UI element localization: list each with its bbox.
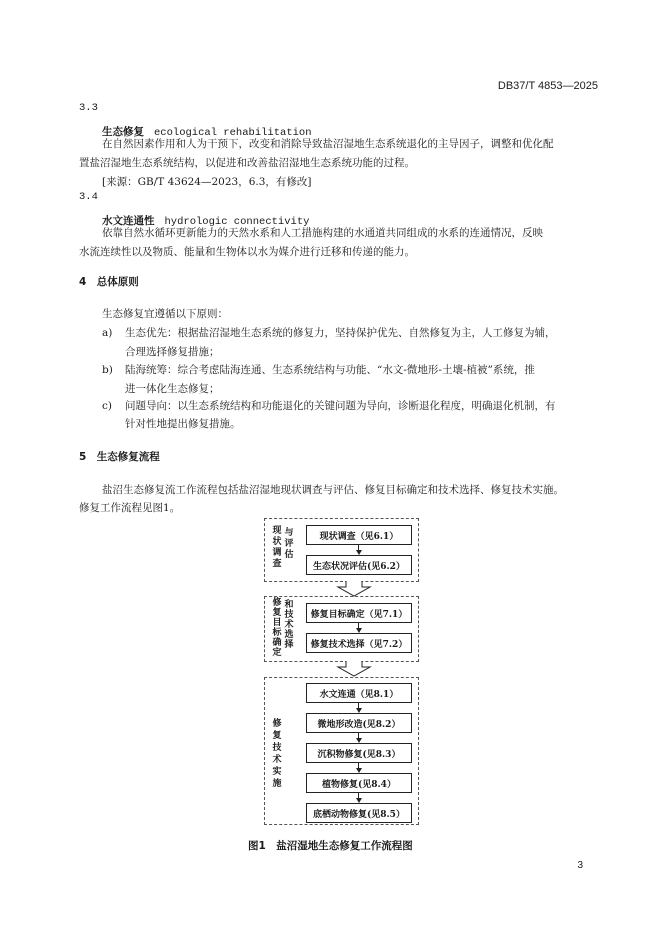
flow-step-benthic: 底栖动物修复(见8.5）: [306, 803, 412, 823]
flow-transition-arrow-1: [334, 581, 374, 597]
flow-step-goal-setting: 修复目标确定（见7.1）: [306, 603, 412, 623]
sec-3-3-term-cn: 生态修复: [102, 126, 144, 138]
sec-3-4-term-en: hydrologic connectivity: [164, 216, 310, 228]
sec-3-3-term-en: ecological rehabilitation: [154, 127, 312, 139]
sec-3-3-source: [来源：GB/T 43624—2023，6.3，有修改]: [102, 176, 312, 188]
flow-step-eco-assessment: 生态状况评估(见6.2）: [306, 555, 412, 575]
principle-c-line1: 问题导向：以生态系统结构和功能退化的关键问题为导向，诊断退化程度，明确退化机制，有: [125, 400, 556, 412]
flow-group-target-label-b: 和技术选择: [284, 600, 294, 650]
flow-group-target-label-a: 修复目标确定: [272, 598, 282, 658]
sec-4-heading: 4 总体原则: [79, 276, 139, 288]
flow-step-status-survey: 现状调查（见6.1）: [306, 525, 412, 545]
principle-a-line2: 合理选择修复措施；: [125, 346, 220, 358]
figure-caption: 图1 盐沼湿地生态修复工作流程图: [248, 840, 413, 852]
doc-code: DB37/T 4853—2025: [497, 80, 598, 92]
flow-step-hydro-connect: 水文连通（见8.1）: [306, 683, 412, 703]
sec-5-paragraph-line2: 修复工作流程见图1。: [79, 502, 181, 514]
principle-b-line2: 进一体化生态修复；: [125, 383, 220, 395]
sec-3-3-number: 3.3: [79, 102, 98, 114]
principle-c-label: c): [102, 400, 112, 412]
sec-3-4-definition-line2: 水流连续性以及物质、能量和生物体以水为媒介进行迁移和传递的能力。: [79, 246, 415, 258]
principle-b-label: b): [102, 364, 113, 376]
sec-3-4-number: 3.4: [79, 191, 98, 203]
principle-b-line1: 陆海统筹：综合考虑陆海连通、生态系统结构与功能、“水文-微地形-土壤-植被”系统，推: [125, 364, 535, 376]
flow-group-survey-label-a: 现状调查: [272, 526, 282, 569]
sec-3-4-definition-line1: 依靠自然水循环更新能力的天然水系和人工措施构建的水通道共同组成的水系的连通情况，反映: [102, 227, 543, 239]
flow-step-vegetation: 植物修复(见8.4）: [306, 773, 412, 793]
sec-3-3-definition-line1: 在自然因素作用和人为干预下，改变和消除导致盐沼湿地生态系统退化的主导因子，调整和优化配: [102, 138, 554, 150]
page-number: 3: [577, 860, 583, 871]
sec-3-4-term-cn: 水文连通性: [102, 215, 155, 227]
flow-group-survey-label-b: 与评估: [284, 528, 294, 560]
sec-4-intro: 生态修复宜遵循以下原则：: [102, 308, 228, 320]
flow-step-tech-selection: 修复技术选择（见7.2）: [306, 633, 412, 653]
sec-3-3-definition-line2: 置盐沼湿地生态系统结构，以促进和改善盐沼湿地生态系统功能的过程。: [79, 157, 415, 169]
sec-5-paragraph-line1: 盐沼生态修复流工作流程包括盐沼湿地现状调查与评估、修复目标确定和技术选择、修复技术实施。: [102, 484, 564, 496]
flow-step-microtopography: 微地形改造(见8.2）: [306, 713, 412, 733]
sec-5-heading: 5 生态修复流程: [79, 451, 160, 463]
principle-c-line2: 针对性地提出修复措施。: [125, 418, 241, 430]
flow-transition-arrow-2: [334, 661, 374, 677]
principle-a-line1: 生态优先：根据盐沼湿地生态系统的修复力，坚持保护优先、自然修复为主，人工修复为辅，: [125, 327, 556, 339]
flow-group-implementation-label: 修复技术实施: [272, 719, 282, 789]
flow-step-sediment: 沉积物修复(见8.3）: [306, 743, 412, 763]
principle-a-label: a): [102, 327, 113, 339]
